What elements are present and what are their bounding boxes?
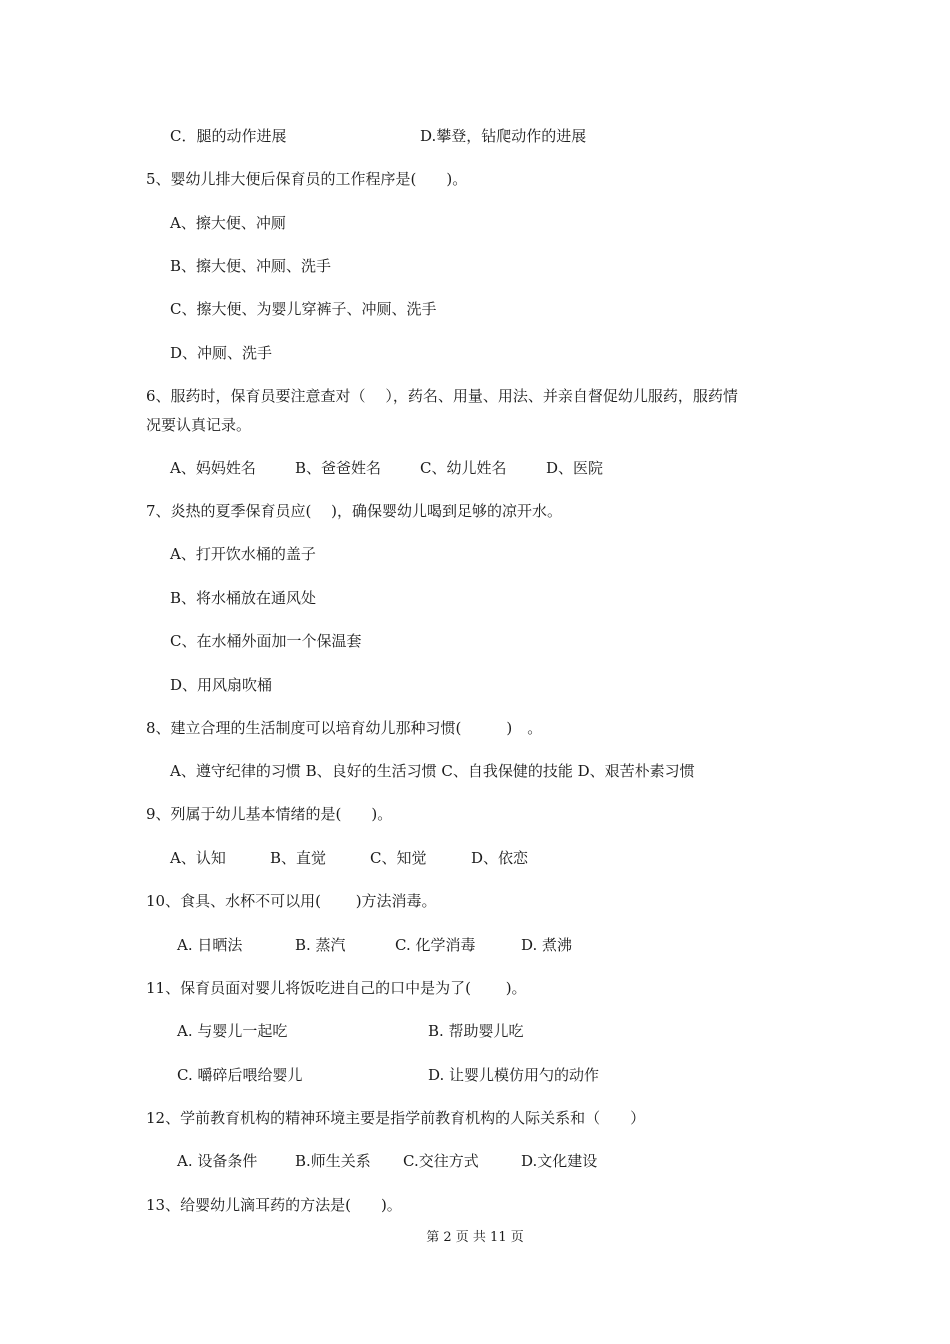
q5-option-a: A、擦大便、冲厕 [170, 214, 286, 232]
q4-option-c: C．腿的动作进展 [170, 127, 287, 145]
q4-option-d: D.攀登，钻爬动作的进展 [420, 127, 587, 145]
q6-stem-line1: 6、服药时，保育员要注意查对（ ），药名、用量、用法、并亲自督促幼儿服药，服药情 [146, 387, 738, 405]
q9-option-c: C、知觉 [370, 849, 427, 867]
q10-option-b: B. 蒸汽 [295, 936, 346, 954]
q10-stem: 10、食具、水杯不可以用( )方法消毒。 [146, 892, 437, 910]
q11-option-a: A. 与婴儿一起吃 [177, 1022, 288, 1040]
page-footer: 第 2 页 共 11 页 [426, 1230, 524, 1245]
q6-option-d: D、医院 [546, 459, 604, 477]
q11-option-b: B. 帮助婴儿吃 [428, 1022, 524, 1040]
q6-stem-line2: 况要认真记录。 [146, 416, 252, 434]
q5-option-d: D、冲厕、洗手 [170, 344, 273, 362]
q6-option-c: C、幼儿姓名 [420, 459, 507, 477]
q12-stem: 12、学前教育机构的精神环境主要是指学前教育机构的人际关系和（ ） [146, 1109, 646, 1127]
q5-option-c: C、擦大便、为婴儿穿裤子、冲厕、洗手 [170, 300, 437, 318]
q12-option-c: C.交往方式 [403, 1152, 479, 1170]
q5-stem: 5、婴幼儿排大便后保育员的工作程序是( )。 [146, 170, 468, 188]
q5-option-b: B、擦大便、冲厕、洗手 [170, 257, 332, 275]
q7-stem: 7、炎热的夏季保育员应( )，确保婴幼儿喝到足够的凉开水。 [146, 502, 563, 520]
q12-option-a: A. 设备条件 [177, 1152, 258, 1170]
q11-option-d: D. 让婴儿模仿用勺的动作 [428, 1066, 600, 1084]
q9-option-a: A、认知 [170, 849, 226, 867]
q11-option-c: C. 嚼碎后喂给婴儿 [177, 1066, 303, 1084]
q12-option-d: D.文化建设 [521, 1152, 598, 1170]
q7-option-b: B、将水桶放在通风处 [170, 589, 317, 607]
q10-option-a: A. 日晒法 [177, 936, 243, 954]
q9-option-d: D、依恋 [471, 849, 529, 867]
q6-option-b: B、爸爸姓名 [295, 459, 382, 477]
q7-option-a: A、打开饮水桶的盖子 [170, 545, 316, 563]
q12-option-b: B.师生关系 [295, 1152, 371, 1170]
q7-option-d: D、用风扇吹桶 [170, 676, 273, 694]
q7-option-c: C、在水桶外面加一个保温套 [170, 632, 362, 650]
q6-option-a: A、妈妈姓名 [170, 459, 256, 477]
q9-option-b: B、直觉 [270, 849, 327, 867]
q10-option-d: D. 煮沸 [521, 936, 573, 954]
q8-options: A、遵守纪律的习惯 B、良好的生活习惯 C、自我保健的技能 D、艰苦朴素习惯 [170, 762, 695, 780]
q13-stem: 13、给婴幼儿滴耳药的方法是( )。 [146, 1196, 402, 1214]
q10-option-c: C. 化学消毒 [395, 936, 476, 954]
q8-stem: 8、建立合理的生活制度可以培育幼儿那种习惯( ) 。 [146, 719, 543, 737]
q9-stem: 9、列属于幼儿基本情绪的是( )。 [146, 805, 393, 823]
q11-stem: 11、保育员面对婴儿将饭吃进自己的口中是为了( )。 [146, 979, 527, 997]
